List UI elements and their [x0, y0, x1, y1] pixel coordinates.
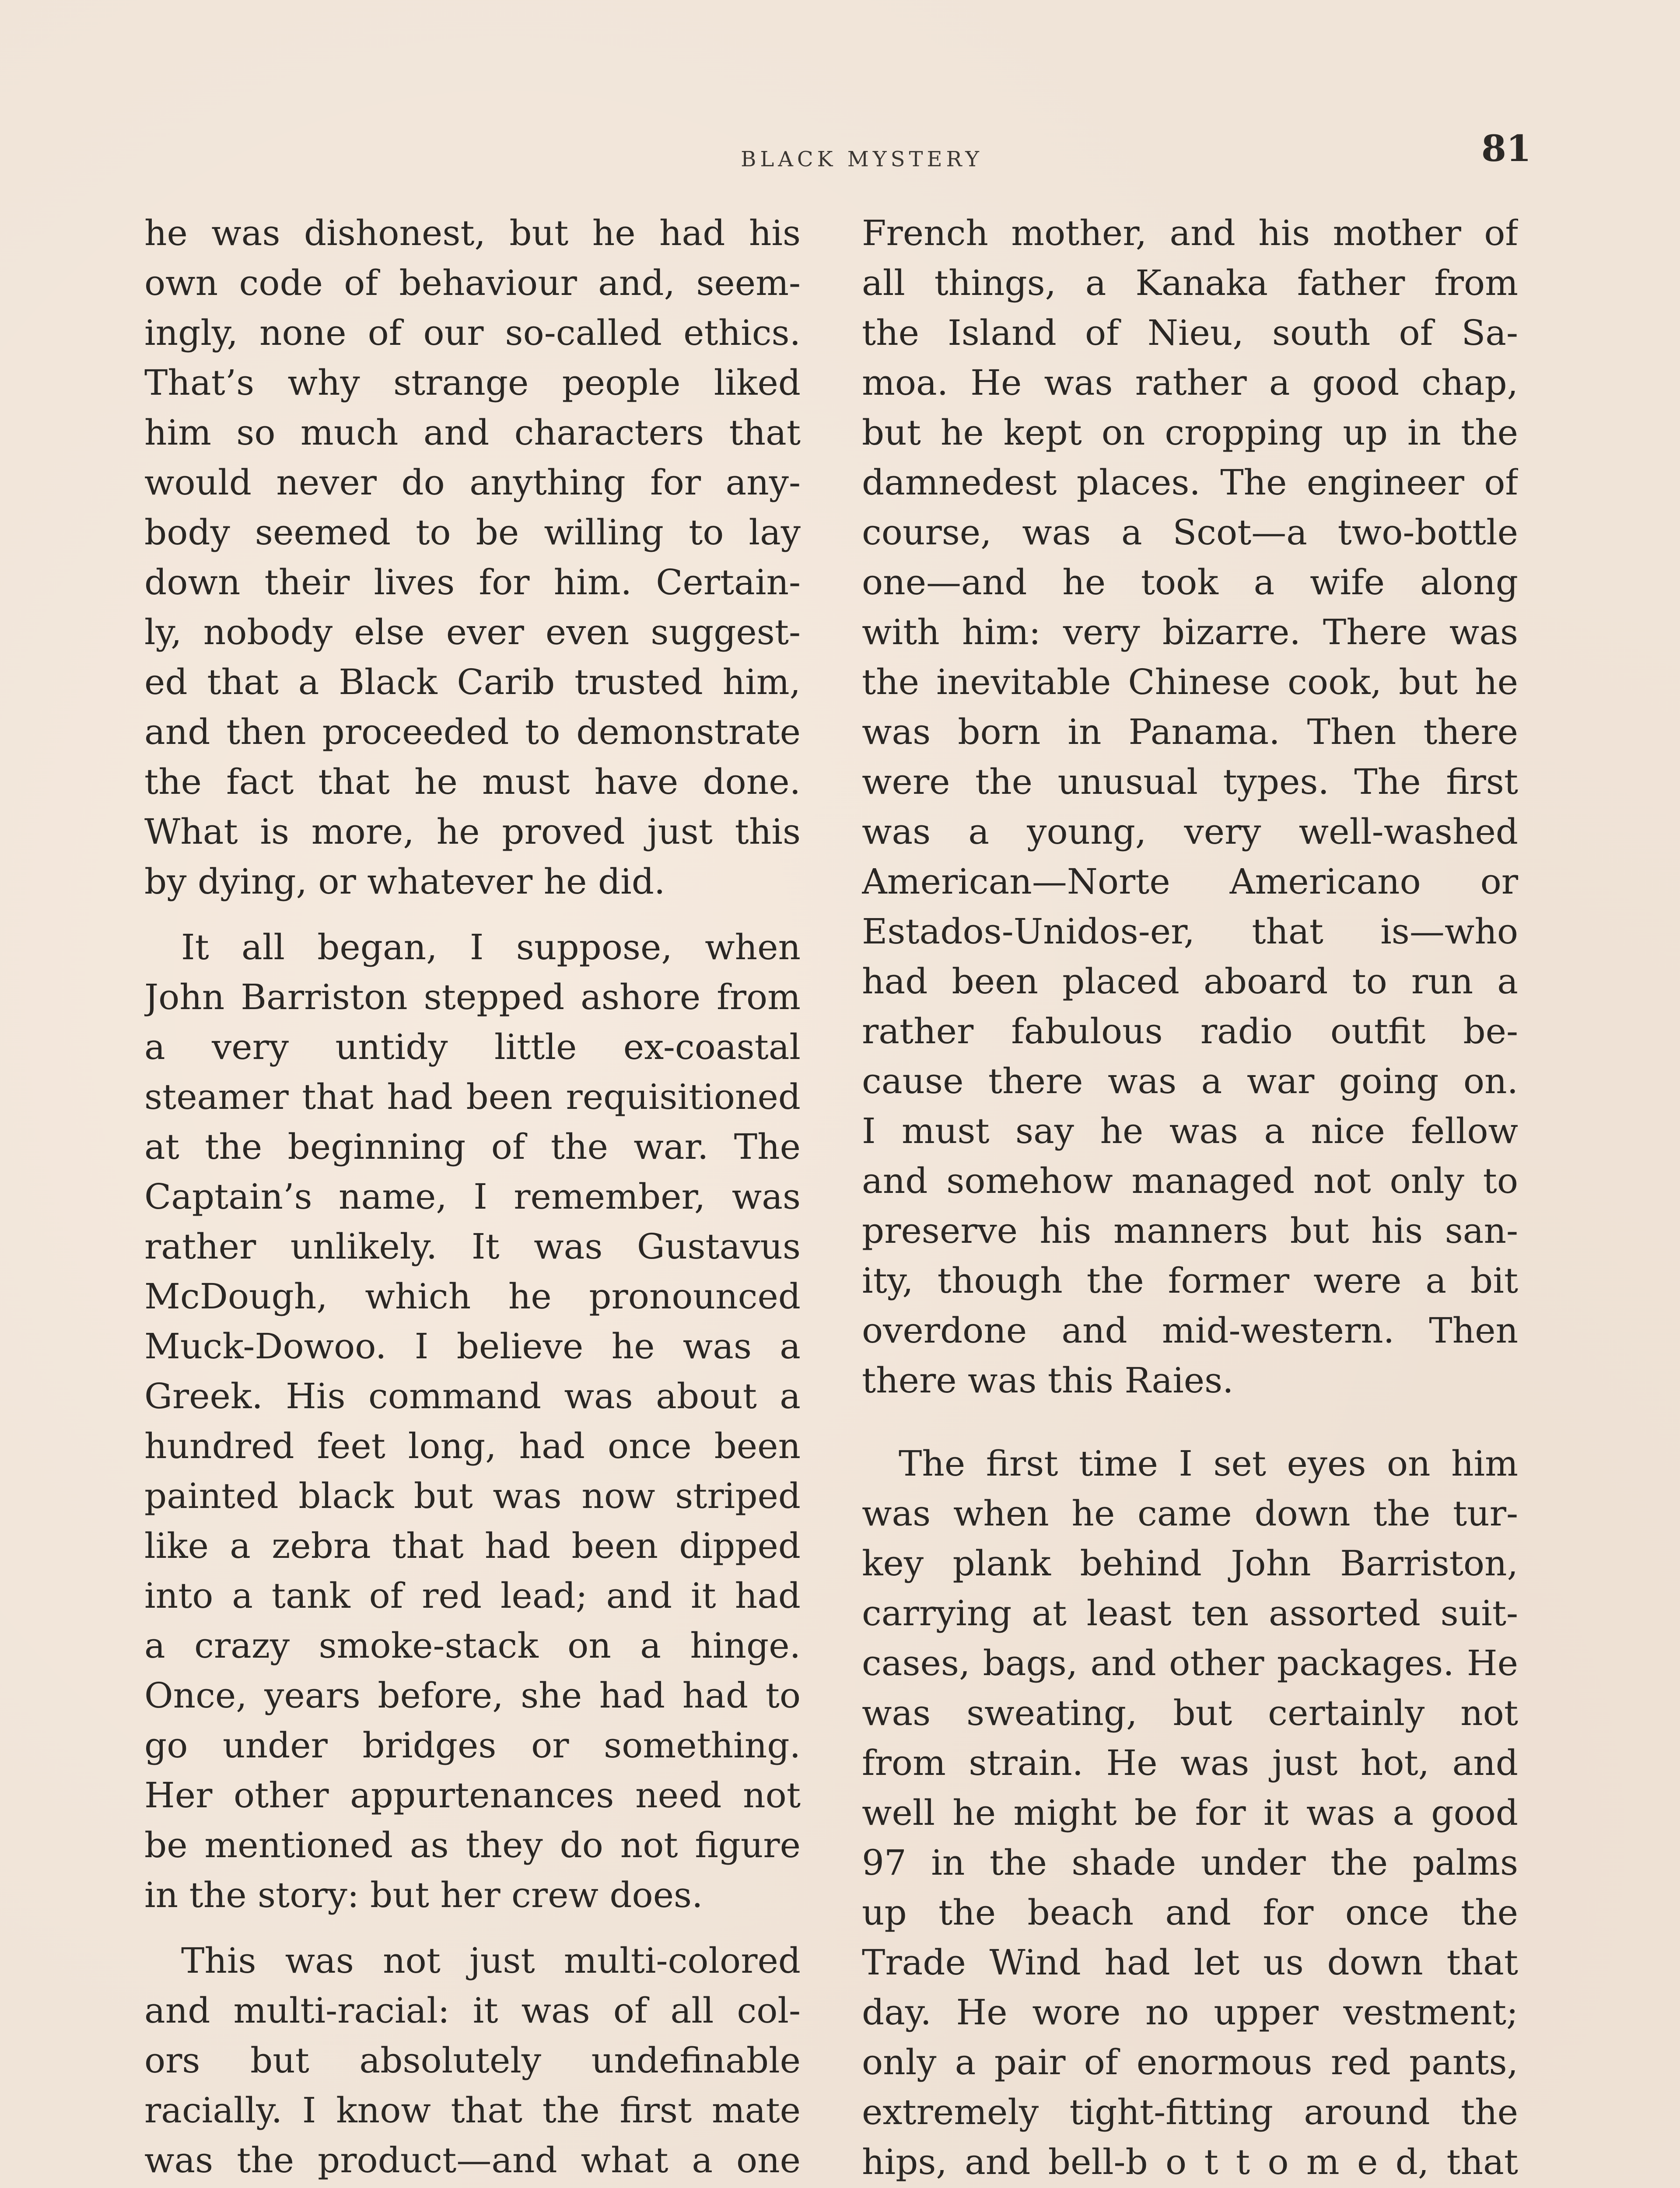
text-line: That’s why strange people liked: [144, 362, 801, 403]
text-line: but he kept on cropping up in the: [862, 412, 1518, 453]
text-line: hundred feet long, had once been: [144, 1426, 801, 1466]
text-line: 97 in the shade under the palms: [862, 1842, 1518, 1883]
text-line: one—and he took a wife along: [862, 562, 1518, 603]
text-line: racially. I know that the first mate: [144, 2090, 801, 2131]
text-line: ity, though the former were a bit: [862, 1260, 1518, 1301]
text-line: I must say he was a nice fellow: [862, 1111, 1518, 1151]
text-line: the Island of Nieu, south of Sa-: [862, 312, 1518, 353]
text-line: The first time I set eyes on him: [899, 1443, 1518, 1484]
text-line: in the story: but her crew does.: [144, 1875, 703, 1915]
paragraph: [862, 208, 1518, 1406]
text-line: from strain. He was just hot, and: [862, 1743, 1518, 1783]
text-line: with him: very bizarre. There was: [862, 612, 1518, 652]
text-line: Trade Wind had let us down that: [862, 1942, 1518, 1983]
paragraph-gap: [862, 1406, 1518, 1439]
text-line: McDough, which he pronounced: [144, 1276, 801, 1317]
text-line: cases, bags, and other packages. He: [862, 1643, 1518, 1683]
text-line: French mother, and his mother of: [862, 213, 1518, 253]
text-line: ors but absolutely undefinable: [144, 2040, 801, 2081]
text-line: Her other appurtenances need not: [144, 1775, 801, 1816]
text-line: day. He wore no upper vestment;: [862, 1992, 1518, 2033]
text-line: American—Norte Americano or: [862, 861, 1518, 902]
text-line: [144, 2185, 801, 2188]
text-line: This was not just multi-colored: [181, 1940, 801, 1981]
text-line: was a young, very well-washed: [862, 811, 1518, 852]
paragraph: [144, 922, 801, 1920]
paragraph: [862, 1439, 1518, 2188]
text-line: and somehow managed not only to: [862, 1161, 1518, 1201]
text-line: like a zebra that had been dipped: [144, 1525, 801, 1566]
text-line: key plank behind John Barriston,: [862, 1543, 1518, 1584]
text-line: were the unusual types. The first: [862, 761, 1518, 802]
text-line: be mentioned as they do not figure: [144, 1825, 801, 1865]
text-line: own code of behaviour and, seem-: [144, 263, 801, 303]
right-column: [862, 208, 1518, 2188]
text-line: the inevitable Chinese cook, but he: [862, 662, 1518, 702]
page-number: 81: [1481, 128, 1531, 170]
text-line: steamer that had been requisitioned: [144, 1076, 801, 1117]
text-line: down their lives for him. Certain-: [144, 562, 801, 603]
text-line: body seemed to be willing to lay: [144, 512, 801, 553]
text-line: cause there was a war going on.: [862, 1061, 1518, 1101]
text-line: hips, and bell-b o t t o m e d, that: [862, 2142, 1518, 2182]
text-line: Once, years before, she had had to: [144, 1675, 801, 1716]
text-line: him so much and characters that: [144, 412, 801, 453]
text-line: ly, nobody else ever even suggest-: [144, 612, 801, 652]
paragraph-gap: [144, 907, 801, 922]
left-column: [144, 208, 801, 2188]
text-line: Greek. His command was about a: [144, 1376, 801, 1417]
text-line: rather fabulous radio outfit be-: [862, 1011, 1518, 1052]
text-line: only a pair of enormous red pants,: [862, 2042, 1518, 2083]
text-line: was the product—and what a one: [144, 2140, 801, 2181]
text-line: a very untidy little ex-coastal: [144, 1027, 801, 1067]
text-line: damnedest places. The engineer of: [862, 462, 1518, 503]
text-line: Captain’s name, I remember, was: [144, 1176, 801, 1217]
text-line: was when he came down the tur-: [862, 1493, 1518, 1534]
text-line: into a tank of red lead; and it had: [144, 1575, 801, 1616]
text-line: he was dishonest, but he had his: [144, 213, 801, 253]
text-line: Muck-Dowoo. I believe he was a: [144, 1326, 801, 1367]
text-line: ed that a Black Carib trusted him,: [144, 662, 801, 702]
text-line: at the beginning of the war. The: [144, 1126, 801, 1167]
text-line: extremely tight-fitting around the: [862, 2092, 1518, 2132]
text-line: overdone and mid-western. Then: [862, 1310, 1518, 1351]
text-line: by dying, or whatever he did.: [144, 861, 665, 902]
text-line: course, was a Scot—a two-bottle: [862, 512, 1518, 553]
text-line: the fact that he must have done.: [144, 761, 801, 802]
text-line: well he might be for it was a good: [862, 1792, 1518, 1833]
text-line: John Barriston stepped ashore from: [144, 977, 801, 1017]
text-line: up the beach and for once the: [862, 1892, 1518, 1933]
text-line: ingly, none of our so-called ethics.: [144, 312, 801, 353]
text-line: moa. He was rather a good chap,: [862, 362, 1518, 403]
text-line: and multi-racial: it was of all col-: [144, 1990, 801, 2031]
text-line: go under bridges or something.: [144, 1725, 801, 1766]
text-line: and then proceeded to demonstrate: [144, 712, 801, 752]
text-line: rather unlikely. It was Gustavus: [144, 1226, 801, 1267]
text-line: painted black but was now striped: [144, 1476, 801, 1516]
text-line: would never do anything for any-: [144, 462, 801, 503]
paragraph: [144, 1936, 801, 2188]
text-line: a crazy smoke-stack on a hinge.: [144, 1625, 801, 1666]
paragraph-gap: [144, 1920, 801, 1936]
paragraph: [144, 208, 801, 907]
text-line: all things, a Kanaka father from: [862, 263, 1518, 303]
running-head: BLACK MYSTERY: [741, 147, 983, 172]
text-line: Estados-Unidos-er, that is—who: [862, 911, 1518, 952]
text-line: preserve his manners but his san-: [862, 1210, 1518, 1251]
text-line: was sweating, but certainly not: [862, 1693, 1518, 1733]
text-line: was born in Panama. Then there: [862, 712, 1518, 752]
text-line: What is more, he proved just this: [144, 811, 801, 852]
text-line: carrying at least ten assorted suit-: [862, 1593, 1518, 1634]
text-line: had been placed aboard to run a: [862, 961, 1518, 1002]
text-line: It all began, I suppose, when: [181, 927, 801, 968]
text-line: there was this Raies.: [862, 1360, 1234, 1401]
